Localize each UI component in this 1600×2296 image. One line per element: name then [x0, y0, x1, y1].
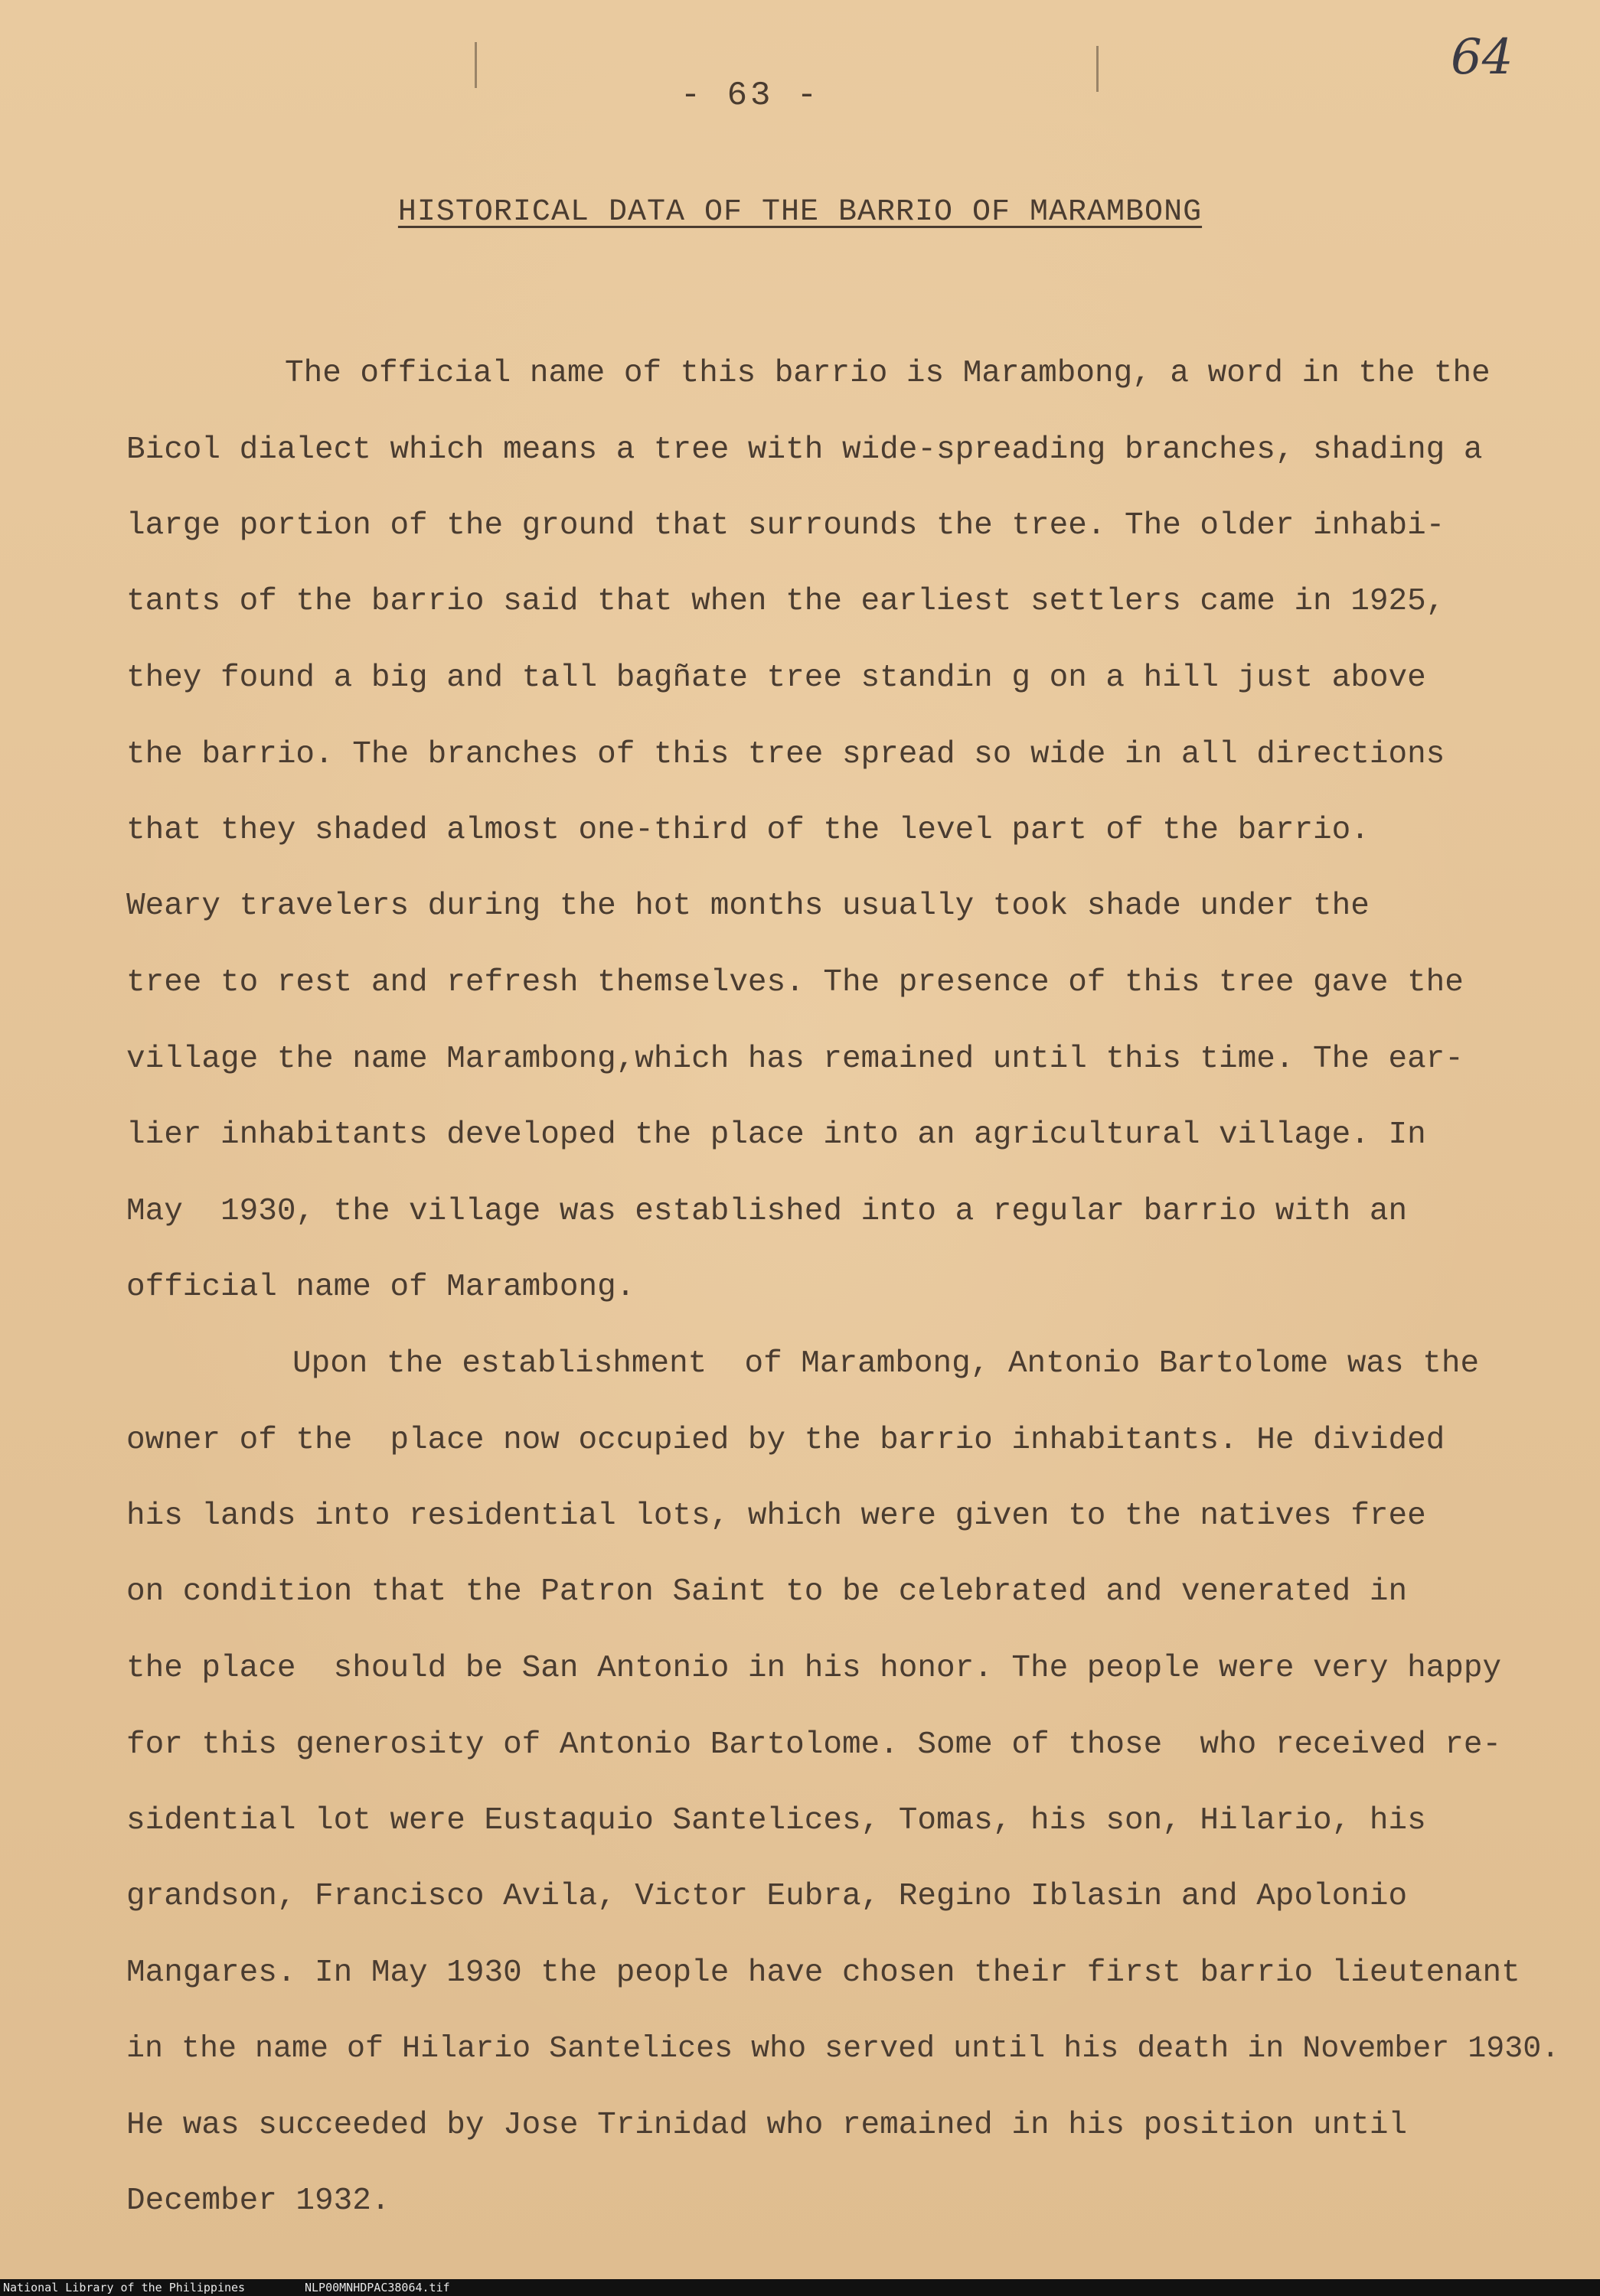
text-line: village the name Marambong,which has remained until this time. The ear- — [126, 1042, 1464, 1077]
handwritten-page-number: 64 — [1451, 29, 1513, 86]
text-line: on condition that the Patron Saint to be celebrated and venerated in — [126, 1574, 1408, 1609]
text-line: Bicol dialect which means a tree with wide-spreading branches, shading a — [126, 432, 1483, 468]
text-line: sidential lot were Eustaquio Santelices, Tomas, his son, Hilario, his — [126, 1803, 1426, 1838]
text-line: owner of the place now occupied by the barrio inhabitants. He divided — [126, 1423, 1445, 1458]
text-line: Weary travelers during the hot months usually took shade under the — [126, 889, 1370, 924]
text-line: that they shaded almost one-third of the level part of the barrio. — [126, 813, 1370, 848]
text-line: grandson, Francisco Avila, Victor Eubra, Regino Iblasin and Apolonio — [126, 1879, 1408, 1914]
footer-library: National Library of the Philippines — [3, 2281, 246, 2294]
text-line: December 1932. — [126, 2183, 390, 2219]
text-line: official name of Marambong. — [126, 1270, 635, 1305]
text-line: the place should be San Antonio in his honor. The people were very happy — [126, 1651, 1502, 1686]
document-title: HISTORICAL DATA OF THE BARRIO OF MARAMBONG — [397, 195, 1203, 230]
text-line: tree to rest and refresh themselves. The presence of this tree gave the — [126, 965, 1464, 1000]
footer-filename: NLP00MNHDPAC38064.tif — [305, 2281, 450, 2294]
text-line: the barrio. The branches of this tree spread so wide in all directions — [126, 737, 1445, 772]
text-line: in the name of Hilario Santelices who served until his death in November 1930. — [126, 2032, 1560, 2066]
text-line: large portion of the ground that surrounds the tree. The older inhabi- — [126, 508, 1445, 543]
text-line: He was succeeded by Jose Trinidad who remained in his position until — [126, 2108, 1408, 2143]
text-line: May 1930, the village was established into a regular barrio with an — [126, 1194, 1408, 1229]
text-line: Upon the establishment of Marambong, Antonio Bartolome was the — [292, 1346, 1480, 1381]
text-line: tants of the barrio said that when the earliest settlers came in 1925, — [126, 584, 1445, 619]
text-line: lier inhabitants developed the place into an agricultural village. In — [126, 1117, 1426, 1153]
text-line: for this generosity of Antonio Bartolome. Some of those who received re- — [126, 1727, 1502, 1763]
text-line: The official name of this barrio is Marambong, a word in the the — [285, 356, 1491, 391]
text-line: Mangares. In May 1930 the people have chosen their first barrio lieutenant — [126, 1955, 1520, 1991]
scan-footer — [0, 2279, 1600, 2296]
text-line: his lands into residential lots, which were given to the natives free — [126, 1499, 1426, 1534]
page-number: - 63 - — [680, 77, 821, 115]
text-line: they found a big and tall bagñate tree standin g on a hill just above — [126, 660, 1426, 696]
